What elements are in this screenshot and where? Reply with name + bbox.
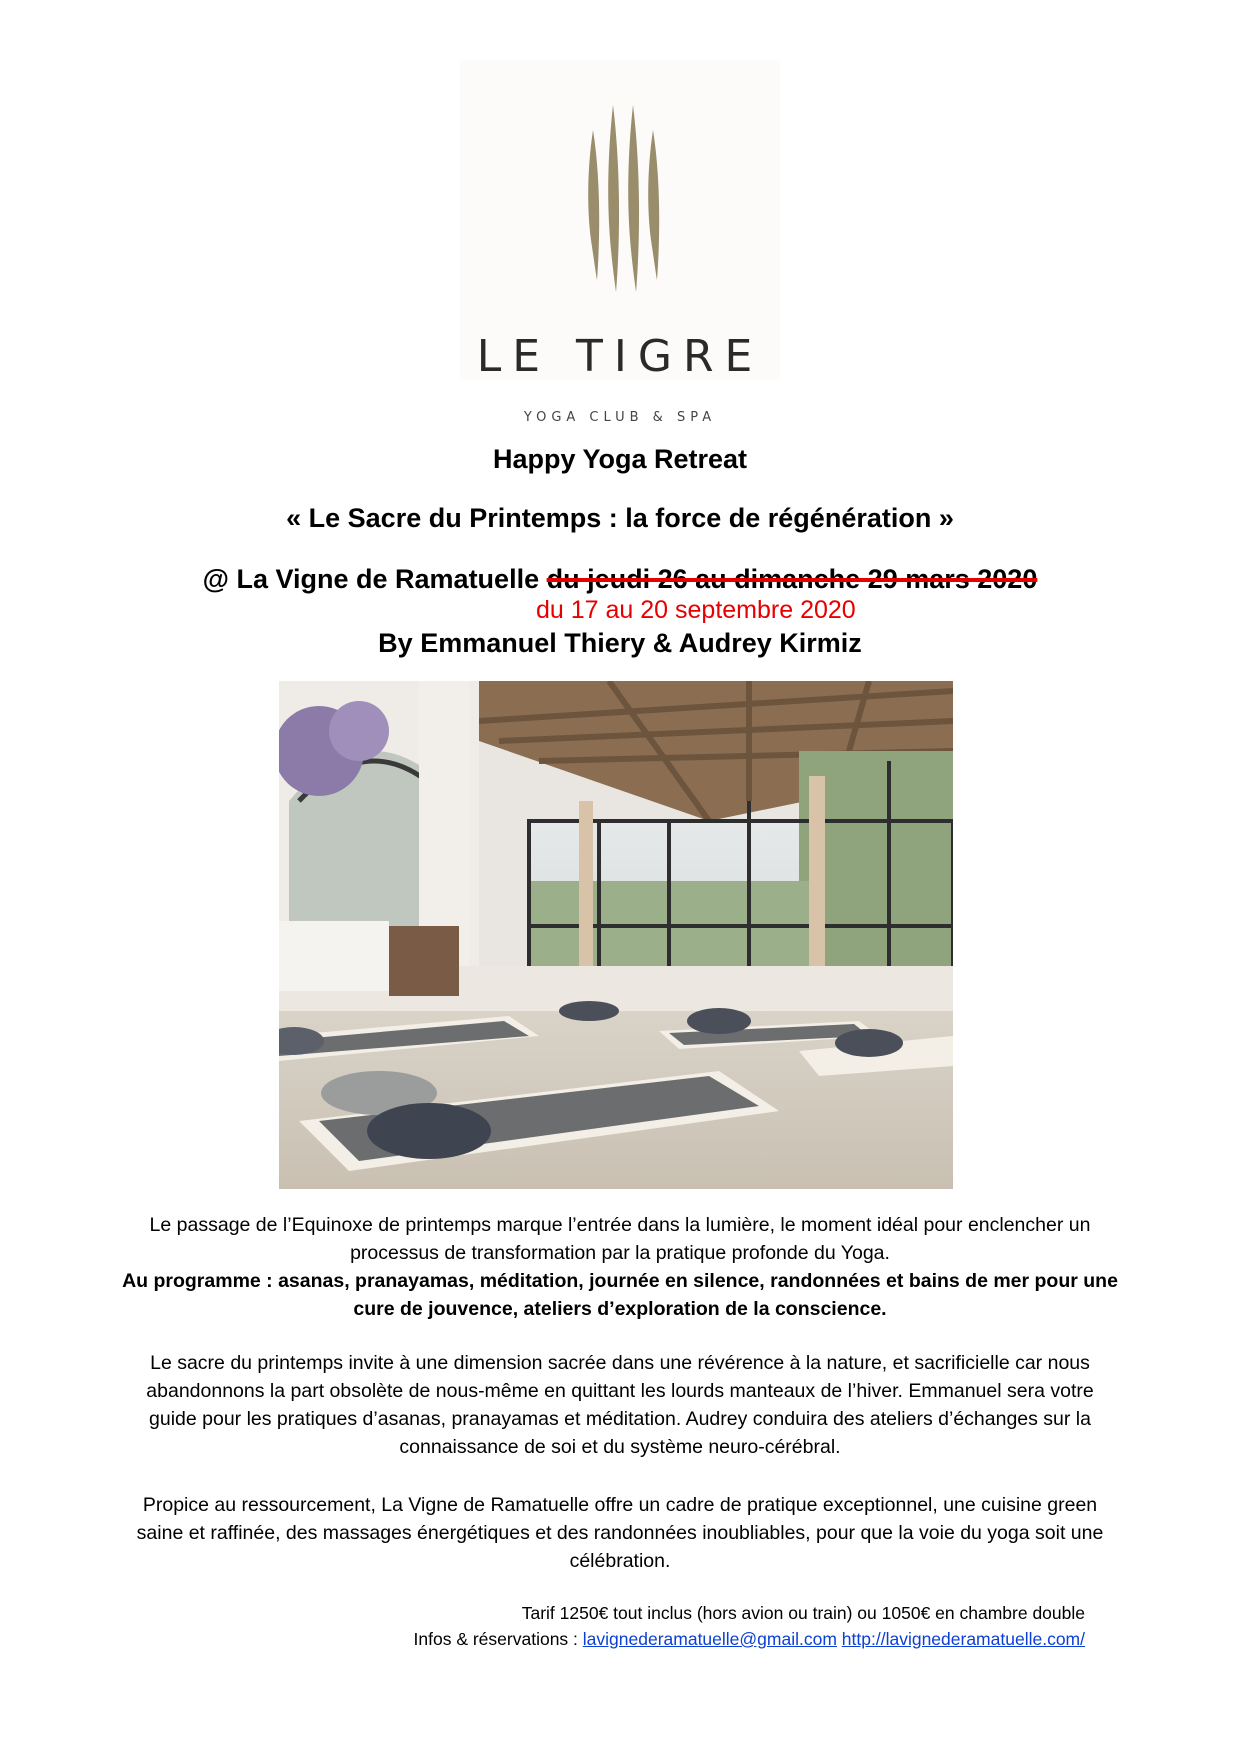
programme-text: Au programme : asanas, pranayamas, méditation, journée en silence, randonnées et bains de mer pour une cure de jouvence, ateliers d’exploration de la conscience. — [122, 1270, 1118, 1320]
intro-paragraph — [120, 1211, 1120, 1323]
retreat-title: Happy Yoga Retreat — [492, 444, 748, 474]
retreat-subtitle: « Le Sacre du Printemps : la force de régénération » — [286, 503, 954, 533]
logo-tagline: YOGA CLUB & SPA — [523, 410, 717, 425]
tiger-stripes-icon — [460, 60, 780, 330]
le-tigre-logo — [460, 60, 780, 425]
new-dates: du 17 au 20 septembre 2020 — [536, 596, 856, 624]
cancelled-dates: du jeudi 26 au dimanche 29 mars 2020 — [546, 564, 1038, 594]
venue-line — [0, 564, 1240, 595]
venue-paragraph: Propice au ressourcement, La Vigne de Ramatuelle offre un cadre de pratique exceptionnel, une cuisine green saine et raffinée, des massages énergétiques et des randonnées inoubliables, pour que la voie du yoga soit une célébration. — [136, 1494, 1104, 1572]
intro-text: Le passage de l’Equinoxe de printemps marque l’entrée dans la lumière, le moment idéal pour enclencher un processus de transformation par la pratique profonde du Yoga. — [149, 1214, 1091, 1264]
website-link[interactable]: http://lavignederamatuelle.com/ — [841, 1629, 1085, 1649]
sacre-paragraph: Le sacre du printemps invite à une dimension sacrée dans une révérence à la nature, et sacrificielle car nous abandonnons la part obsolète de nous-même en quittant les lourds manteaux de l’hiver. Emmanuel sera votre guide pour les pratiques d’asanas, pranayamas et méditation. Audrey conduira des ateliers d’échanges sur la connaissance de soi et du système neuro-cérébral. — [146, 1352, 1094, 1458]
infos-label: Infos & réservations : — [413, 1629, 578, 1649]
price-line: Tarif 1250€ tout inclus (hors avion ou train) ou 1050€ en chambre double — [521, 1603, 1085, 1623]
email-link[interactable]: lavignederamatuelle@gmail.com — [582, 1629, 837, 1649]
contact-line — [185, 1626, 1085, 1652]
byline: By Emmanuel Thiery & Audrey Kirmiz — [378, 628, 862, 658]
venue-name: @ La Vigne de Ramatuelle — [202, 564, 540, 594]
logo-name: LE TIGRE — [476, 331, 764, 382]
yoga-studio-photo — [279, 681, 953, 1189]
